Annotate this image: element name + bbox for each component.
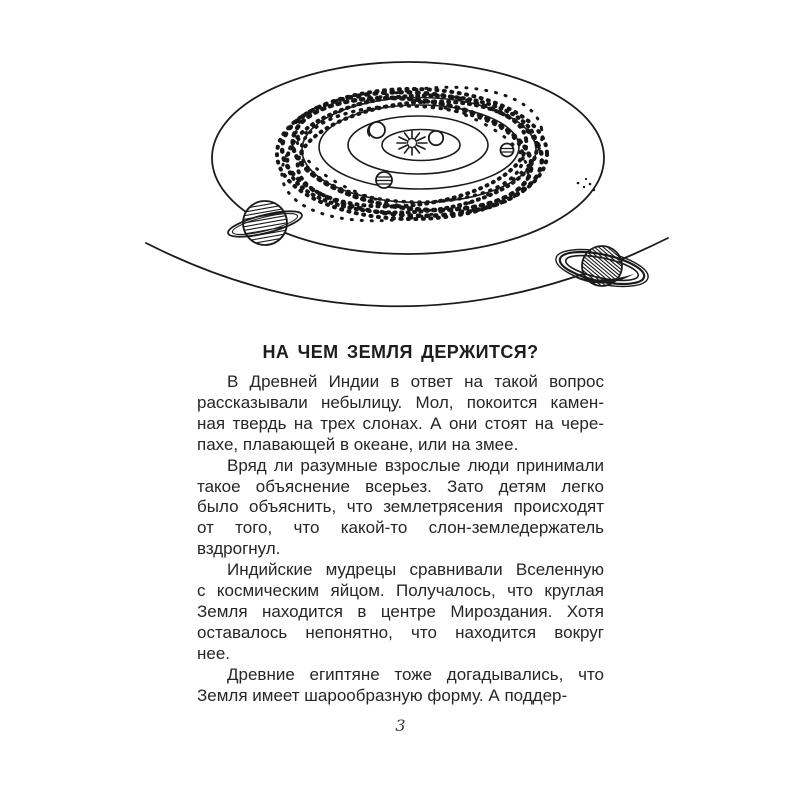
paragraph <box>197 665 604 707</box>
planet-inner-left <box>368 122 385 138</box>
text-line: с космическим яйцом. Получалось, что круглая <box>197 581 604 601</box>
planet-lower <box>376 172 392 188</box>
chapter-heading: НА ЧЕМ ЗЕМЛЯ ДЕРЖИТСЯ? <box>262 342 539 363</box>
sun-icon <box>397 131 427 155</box>
text-line: нее. <box>197 643 231 663</box>
text-line: Земля находится в центре Мироздания. Хотя <box>197 601 604 621</box>
page-number: 3 <box>395 716 406 735</box>
paragraph <box>197 456 604 561</box>
text-line: от того, что какой-то слон-земледержатель <box>197 518 604 538</box>
text-line: Древние египтяне тоже догадывались, что <box>227 664 604 684</box>
text-line: Земля имеет шарообразную форму. А поддер- <box>197 685 568 705</box>
paragraph <box>197 372 604 456</box>
body-text <box>197 372 604 707</box>
text-line: рассказывали небылицу. Мол, покоится камен- <box>197 392 604 412</box>
text-line: такое объяснение всерьез. Зато детям легко <box>197 476 604 496</box>
asteroid-belt <box>270 67 595 241</box>
text-line: В Древней Индии в ответ на такой вопрос <box>227 372 604 391</box>
text-line: вздрогнул. <box>197 539 281 559</box>
saturn-left <box>226 201 304 245</box>
text-line: Вряд ли разумные взрослые люди принимали <box>227 455 604 475</box>
saturn-right <box>553 238 652 294</box>
text-line: ная твердь на трех слонах. А они стоят на чере- <box>197 413 604 433</box>
solar-system-illustration <box>0 0 800 340</box>
text-line: оставалось непонятно, что находится вокруг <box>197 622 604 642</box>
text-line: Индийские мудрецы сравнивали Вселенную <box>227 560 604 580</box>
text-line: было объяснить, что землетрясения происходят <box>197 497 604 517</box>
text-line: пахе, плавающей в океане, или на змее. <box>197 434 519 454</box>
planet-inner-right <box>429 131 443 145</box>
paragraph <box>197 560 604 665</box>
planet-right <box>501 144 514 157</box>
